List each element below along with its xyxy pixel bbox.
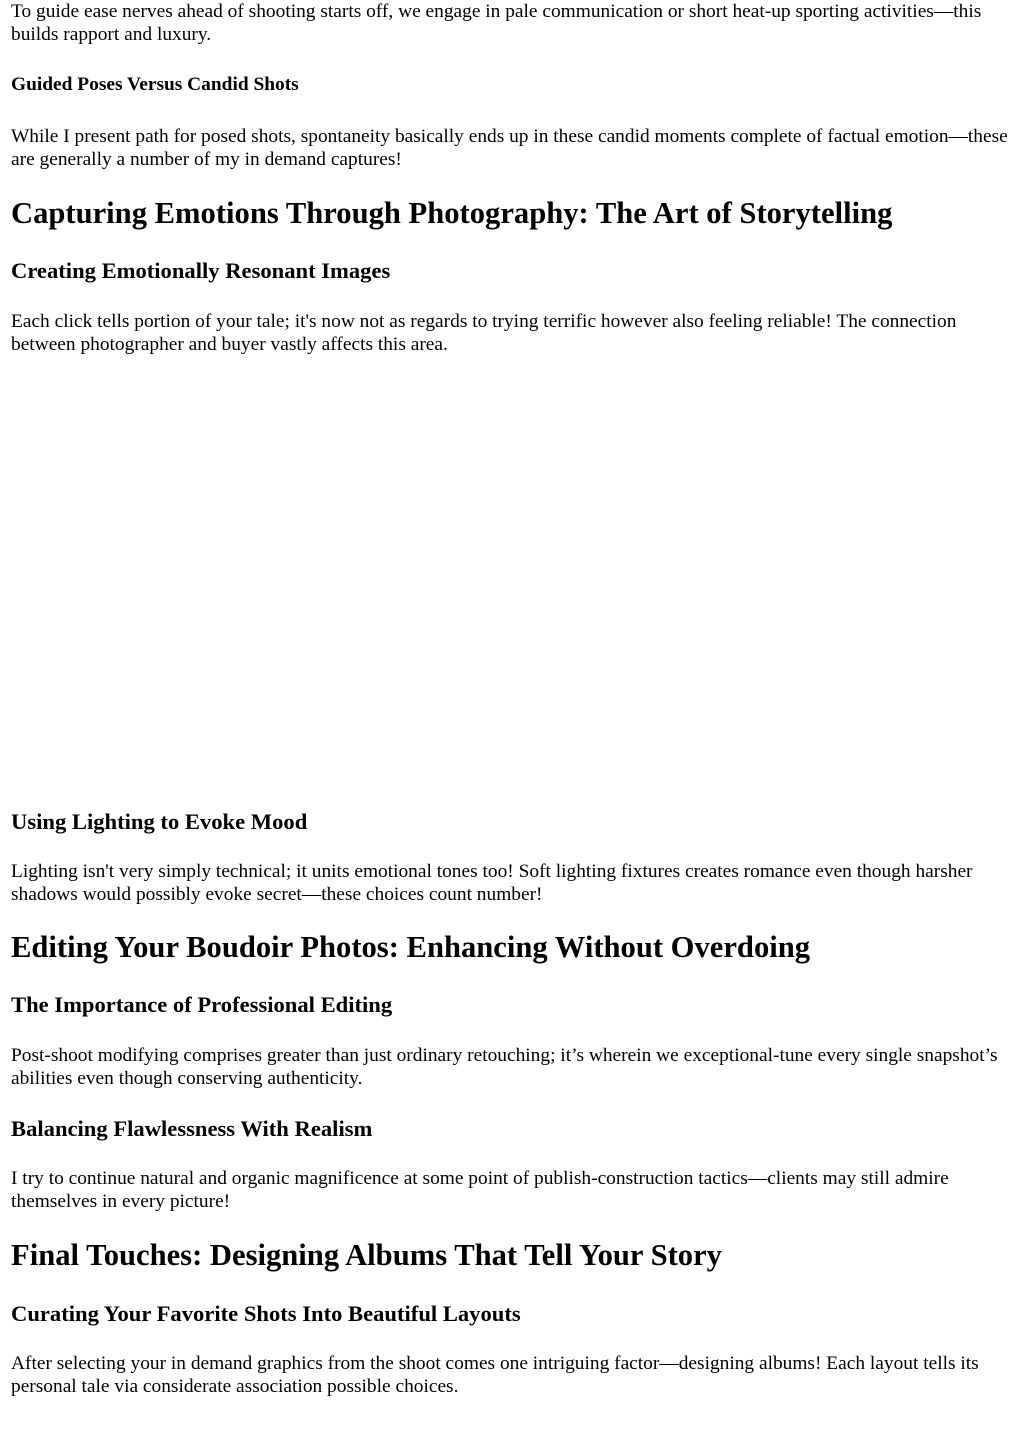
professional-editing-paragraph: Post-shoot modifying comprises greater than just ordinary retouching; it’s wherein we exceptional-tune every single snapshot’s abilities even though conserving authenticity. (11, 1045, 998, 1089)
section-heading-editing-boudoir: Editing Your Boudoir Photos: Enhancing Without Overdoing (11, 930, 811, 964)
subheading-balancing-flawlessness: Balancing Flawlessness With Realism (11, 1116, 373, 1141)
subheading-emotionally-resonant: Creating Emotionally Resonant Images (11, 258, 391, 283)
section-heading-guided-poses: Guided Poses Versus Candid Shots (11, 74, 299, 95)
embedded-media-placeholder (11, 380, 1015, 790)
guided-poses-paragraph: While I present path for posed shots, spontaneity basically ends up in these candid moments complete of factual emotion—these are generally a number of my in demand captures! (11, 126, 1008, 170)
intro-paragraph: To guide ease nerves ahead of shooting starts off, we engage in pale communication or short heat-up sporting activities—this builds rapport and luxury. (11, 1, 982, 45)
subheading-lighting-mood: Using Lighting to Evoke Mood (11, 809, 308, 834)
subheading-professional-editing: The Importance of Professional Editing (11, 992, 393, 1017)
subheading-curating-shots: Curating Your Favorite Shots Into Beautiful Layouts (11, 1301, 521, 1326)
lighting-mood-paragraph: Lighting isn't very simply technical; it units emotional tones too! Soft lighting fixtures creates romance even though harsher shadows would possibly evoke secret—these choices count number! (11, 861, 973, 905)
section-heading-final-touches: Final Touches: Designing Albums That Tell Your Story (11, 1238, 722, 1272)
balancing-flawlessness-paragraph: I try to continue natural and organic magnificence at some point of publish-construction tactics—clients may still admire themselves in every picture! (11, 1168, 949, 1212)
curating-shots-paragraph: After selecting your in demand graphics from the shoot comes one intriguing factor—designing albums! Each layout tells its personal tale via considerate association possible choices. (11, 1353, 979, 1397)
emotionally-resonant-paragraph: Each click tells portion of your tale; it's now not as regards to trying terrific however also feeling reliable! The connection between photographer and buyer vastly affects this area. (11, 311, 957, 355)
section-heading-capturing-emotions: Capturing Emotions Through Photography: The Art of Storytelling (11, 196, 893, 230)
